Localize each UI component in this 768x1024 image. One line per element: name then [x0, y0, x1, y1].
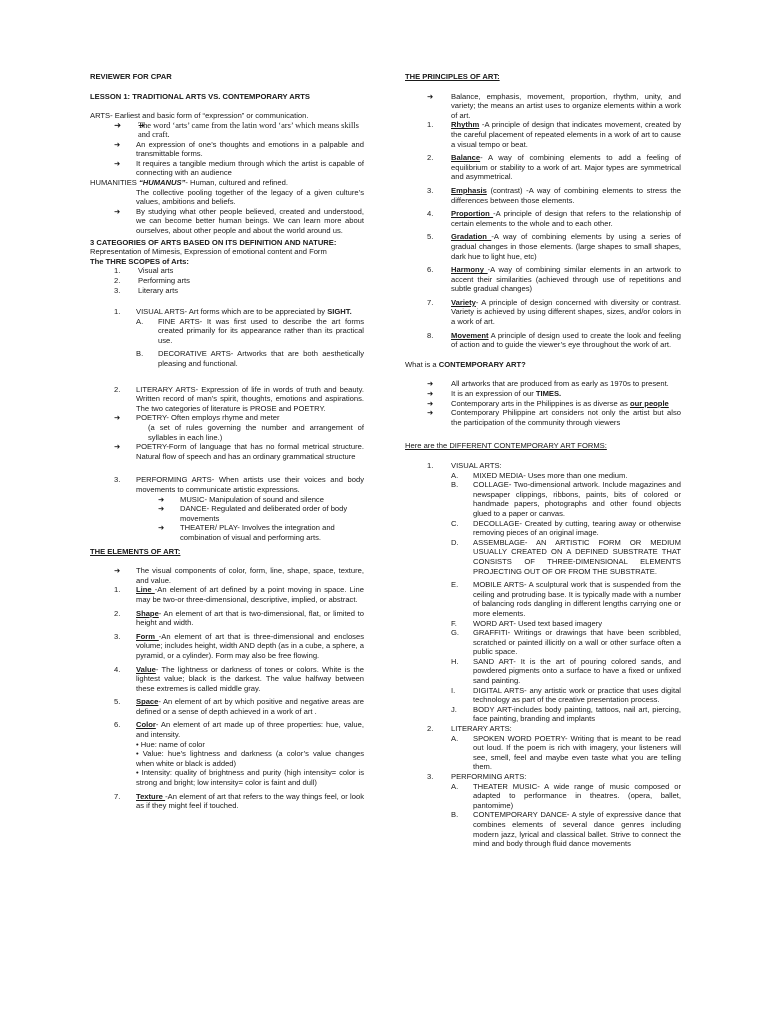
scope-item: 2. Performing arts	[114, 275, 190, 285]
element-item: 6. Color- An element of art made up of three properties: hue, value, and intensity.	[114, 720, 364, 740]
arts-bullet: ➜ ➜ The word ‘arts’ came from the latin word ‘ars’ which means skills and craft.	[90, 121, 364, 140]
element-item: 5. Space- An element of art by which positive and negative areas are defined or a sense of depth achieved in a work of art .	[114, 697, 364, 716]
visual-form: G. GRAFFITI- Writings or drawings that have been scribbled, scratched or painted illicitly on a wall or other surface often a public space.	[451, 628, 681, 657]
categories-text: Representation of Mimesis, Expression of emotional content and Form	[90, 247, 327, 257]
element-item: 7. Texture -An element of art that refers to the way things feel, or look as if they might feel if touched.	[114, 791, 364, 811]
contemporary-question: What is a CONTEMPORARY ART?	[405, 359, 526, 369]
visual-form: C. DECOLLAGE- Created by cutting, tearing away or otherwise removing pieces of an original image.	[451, 518, 681, 538]
arts-definition: ARTS- Earliest and basic form of “expression” or communication.	[90, 111, 309, 121]
arts-bullet: ➜ An expression of one’s thoughts and emotions in a palpable and transmittable forms.	[114, 139, 364, 159]
doc-title: REVIEWER FOR CPAR	[90, 72, 172, 81]
poetry-sub: (a set of rules governing the number and arrangement of syllables in each line.)	[148, 423, 364, 442]
categories-heading: 3 CATEGORIES OF ARTS BASED ON ITS DEFINITION AND NATURE:	[90, 237, 337, 247]
scope-item: 3. Literary arts	[114, 285, 179, 295]
principle-item: 1. Rhythm -A principle of design that indicates movement, created by the careful placement of repeated elements in a work of art to cause a visual tempo or beat.	[427, 120, 681, 149]
color-prop: • Hue: name of color	[136, 739, 205, 749]
principle-item: 7. Variety- A principle of design concerned with diversity or contrast. Variety is achieved by using different shapes, sizes, and/or colors in a work of art.	[427, 297, 681, 327]
contemp-bullet: ➜ Contemporary Philippine art considers not only the artist but also the participation of the community through viewers	[427, 408, 681, 427]
literary-arts-item: 2. LITERARY ARTS- Expression of life in words of truth and beauty. Written record of man’s spirit, thoughts, emotions and aspirations. The two categories of literature is PROSE and POETRY.	[114, 384, 364, 413]
principle-item: 2. Balance- A way of combining elements to add a feeling of equilibrium or stability to a work of art. Major types are symmetrical and asymmetrical.	[427, 153, 681, 182]
element-item: 1. Line -An element of art defined by a point moving in space. Line may be two-or three-dimensional, descriptive, implied, or abstract.	[114, 585, 364, 604]
element-item: 4. Value- The lightness or darkness of tones or colors. White is the lightest value; black is the darkest. The value halfway between these extremes is called middle gray.	[114, 664, 364, 693]
humanities-note: The collective pooling together of the legacy of a given culture’s values, ambitions and beliefs.	[136, 187, 364, 207]
perf-bullet: ➜ DANCE- Regulated and deliberated order of body movements	[158, 504, 348, 523]
visual-form: J. BODY ART-includes body painting, tattoos, nail art, piercing, face painting, branding and implants	[451, 704, 681, 724]
right-column	[405, 72, 681, 849]
humanities-line: HUMANITIES “HUMANUS”- Human, cultured and refined.	[90, 177, 288, 187]
fine-arts-item: A. FINE ARTS- It was first used to describe the art forms created primarily for its appearance rather than its practical use.	[136, 316, 364, 345]
color-prop: • Intensity: quality of brightness and purity (high intensity= color is strong and bright; low intensity= color is faint and dull)	[136, 768, 364, 788]
visual-form: D. ASSEMBLAGE- AN ARTISTIC FORM OR MEDIUM USUALLY CREATED ON A DEFINED SUBSTRATE THAT CONSISTS OF THREE-DIMENSIONAL ELEMENTS PROJECTING OUT OF OR FROM THE SUBSTRATE.	[451, 537, 681, 576]
visual-form: F. WORD ART- Used text based imagery	[451, 618, 602, 628]
perf-bullet: ➜ MUSIC- Manipulation of sound and silence	[158, 494, 324, 504]
arts-bullet: ➜ It requires a tangible medium through which the artist is capable of connecting with an audience	[114, 158, 364, 178]
element-item: 3. Form -An element of art that is three-dimensional and encloses volume; includes height, width AND depth (as in a cube, a sphere, a pyramid, or a cylinder). Form may also be free flowing.	[114, 631, 364, 660]
principle-item: 3. Emphasis (contrast) -A way of combining elements to stress the differences between those elements.	[427, 185, 681, 205]
decorative-arts-item: B. DECORATIVE ARTS- Artworks that are both aesthetically pleasing and functional.	[136, 349, 364, 369]
principles-heading: THE PRINCIPLES OF ART:	[405, 72, 500, 81]
principle-item: 5. Gradation -A way of combining elements by using a series of gradual changes in those elements. (large shapes to small shapes, dark hue to light hue, etc)	[427, 232, 681, 261]
poetry-bullet: ➜ POETRY-Form of language that has no formal metrical structure. Natural flow of speech and has an ordinary grammatical structure	[114, 442, 364, 461]
left-column	[90, 72, 364, 811]
performing-arts-label: 3. PERFORMING ARTS:	[427, 772, 527, 781]
principle-item: 6. Harmony -A way of combining similar elements in an artwork to accent their similarities (achieved through use of repetitions and subtle gradual changes)	[427, 265, 682, 294]
performing-arts-item: 3. PERFORMING ARTS- When artists use their voices and body movements to communicate artistic expressions.	[114, 475, 364, 494]
contemp-bullet: ➜ Contemporary arts in the Philippines is as diverse as our people	[427, 398, 669, 408]
performing-form: B. CONTEMPORARY DANCE- A style of expressive dance that combines elements of several dance genres including modern jazz, lyrical and classical ballet. Strive to connect the mind and body through fluid dance movements	[451, 810, 681, 849]
elements-heading: THE ELEMENTS OF ART:	[90, 546, 181, 556]
lesson-heading: LESSON 1: TRADITIONAL ARTS VS. CONTEMPORARY ARTS	[90, 91, 310, 101]
scopes-heading: The THRE SCOPES of Arts:	[90, 256, 189, 266]
visual-form: I. DIGITAL ARTS- any artistic work or practice that uses digital technology as part of the creative presentation process.	[451, 685, 681, 705]
performing-form: A. THEATER MUSIC- A wide range of music composed or adapted to performance in theatres. (opera, ballet, pantomime)	[451, 781, 681, 810]
principle-item: 8. Movement A principle of design used to create the look and feeling of action and to guide the viewer’s eye throughout the work of art.	[427, 330, 681, 350]
literary-arts-label: 2. LITERARY ARTS:	[427, 724, 512, 734]
literary-form: A. SPOKEN WORD POETRY- Writing that is meant to be read out loud. If the poem is rich with imagery, your listeners will see, smell, feel and maybe even taste what you are telling them.	[451, 733, 681, 772]
poetry-bullet: ➜ POETRY- Often employs rhyme and meter	[114, 413, 280, 423]
visual-form: E. MOBILE ARTS- A sculptural work that is suspended from the ceiling and protruding base. It is typically made with a number of balancing rods dangling in different lengths carrying one or more elements.	[451, 580, 681, 618]
forms-heading: Here are the DIFFERENT CONTEMPORARY ART FORMS:	[405, 441, 607, 451]
principle-item: 4. Proportion -A principle of design that refers to the relationship of certain elements to the whole and to each other.	[427, 209, 682, 228]
element-item: 2. Shape- An element of art that is two-dimensional, flat, or limited to height and width.	[114, 608, 364, 628]
visual-arts-item: 1. VISUAL ARTS- Art forms which are to be appreciated by SIGHT.	[114, 307, 352, 317]
contemp-bullet: ➜ It is an expression of our TIMES.	[427, 389, 562, 399]
scope-item: 1. Visual arts	[114, 266, 174, 276]
visual-form: A. MIXED MEDIA- Uses more than one medium.	[451, 470, 628, 480]
visual-arts-label: 1. VISUAL ARTS:	[427, 461, 502, 470]
elements-intro: ➜ The visual components of color, form, line, shape, space, texture, and value.	[114, 566, 364, 585]
contemp-bullet: ➜ All artworks that are produced from as early as 1970s to present.	[427, 379, 669, 389]
visual-form: B. COLLAGE- Two-dimensional artwork. Include magazines and newspaper clippings, ribbons, paints, bits of colored or handmade papers, photographs and other found objects glued to a paper or canvas.	[451, 480, 681, 518]
principles-intro: ➜ Balance, emphasis, movement, proportion, rhythm, unity, and variety; the means an artist uses to organize elements within a work of art.	[427, 91, 681, 120]
perf-bullet: ➜ THEATER/ PLAY- Involves the integration and combination of visual and performing arts.	[158, 523, 335, 542]
color-prop: • Value: hue’s lightness and darkness (a color’s value changes when white or black is added)	[136, 749, 364, 768]
humanities-bullet: ➜ By studying what other people believed, created and understood, we can become better human beings. We can learn more about ourselves, about other people and about the world around us.	[114, 206, 364, 235]
visual-form: H. SAND ART- It is the art of pouring colored sands, and powdered pigments onto a surface to have a fixed or unfixed sand painting.	[451, 656, 681, 686]
